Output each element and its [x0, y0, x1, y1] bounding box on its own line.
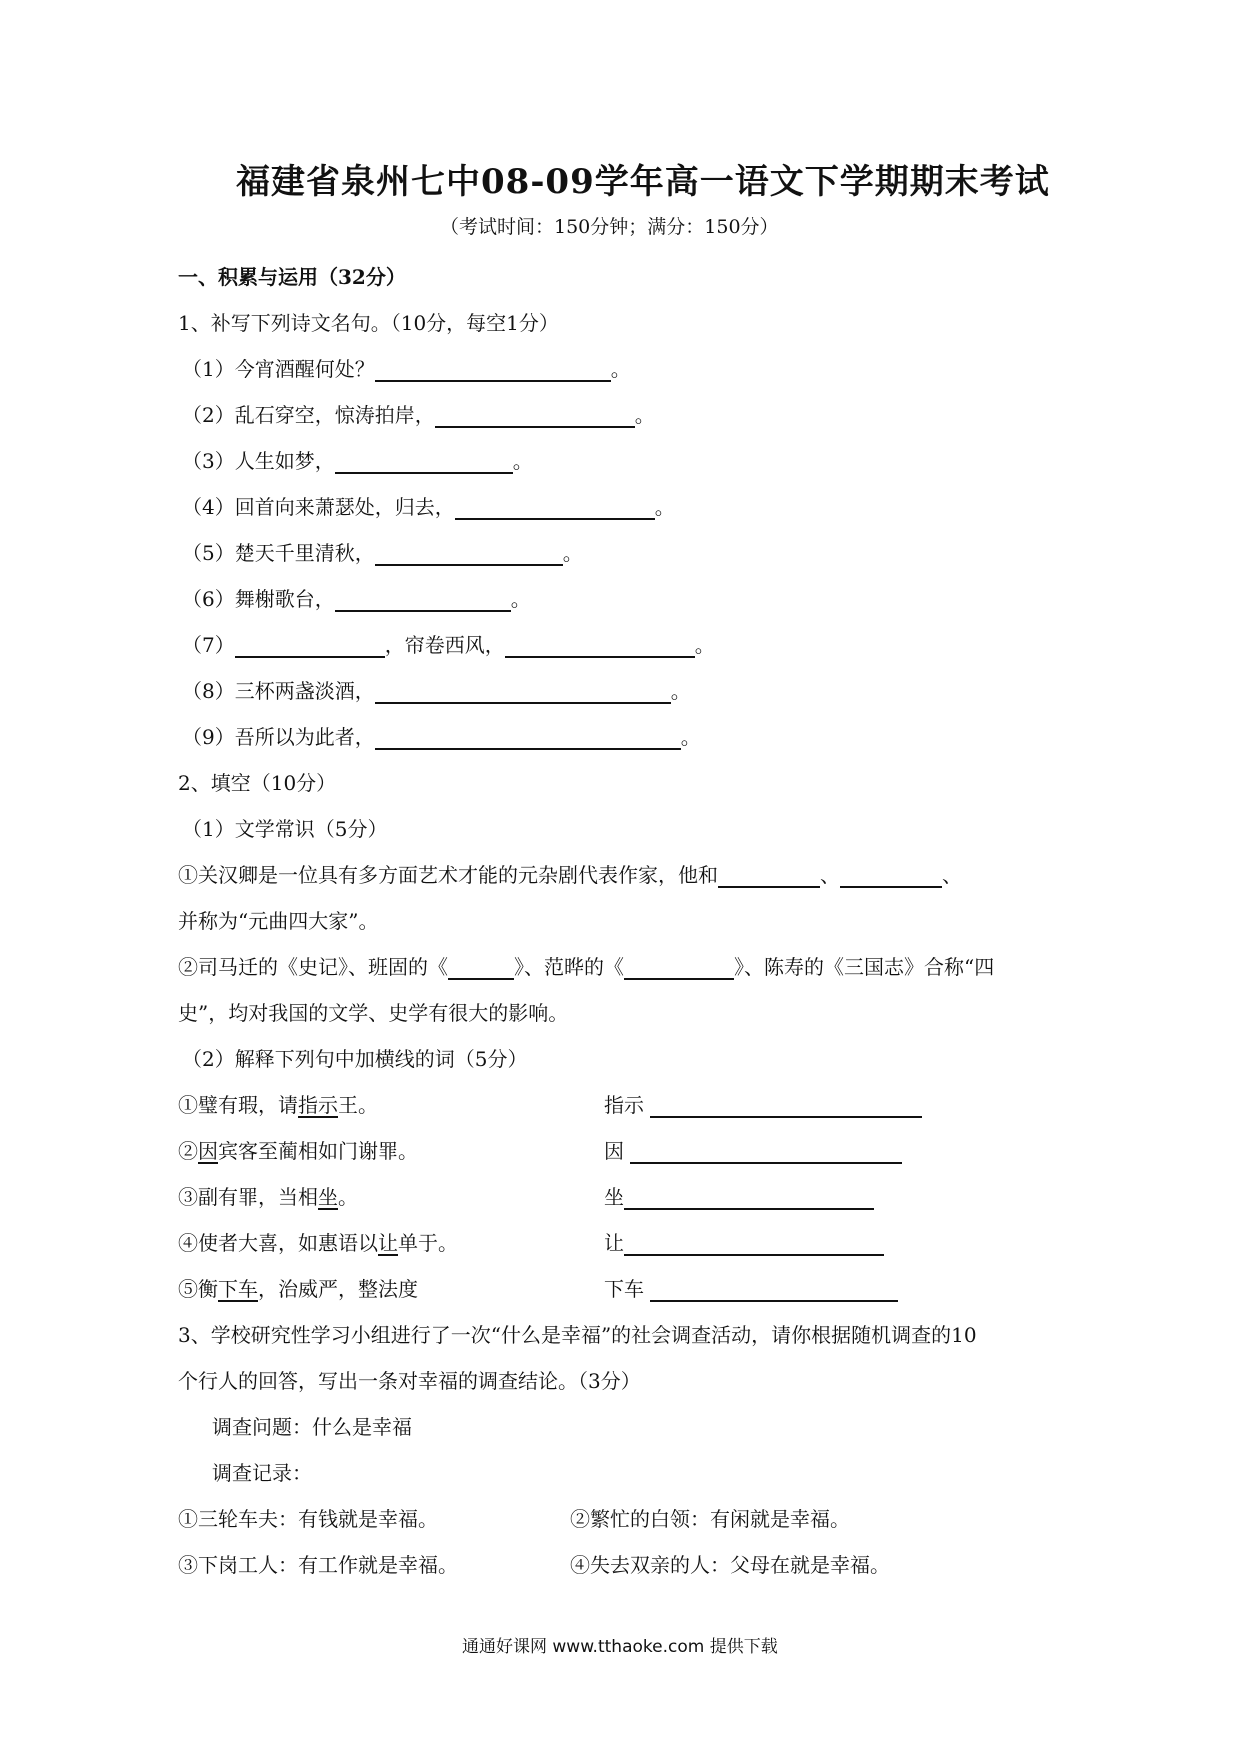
answer-blank[interactable] [435, 404, 635, 428]
survey-answer-3: ③下岗工人：有工作就是幸福。 [178, 1553, 458, 1577]
q1-item-5-end: 。 [562, 541, 583, 565]
word-sentence-1 [178, 1089, 378, 1118]
q1-item-1-text: （1）今宵酒醒何处？ [182, 357, 375, 381]
answer-blank[interactable] [624, 1186, 874, 1210]
q2-line2-text-b: 》、范晔的《 [514, 955, 624, 979]
q1-item-8 [182, 675, 691, 704]
q1-item-3 [182, 445, 533, 474]
q1-item-6-end: 。 [510, 587, 531, 611]
answer-blank[interactable] [375, 358, 611, 382]
sentence-text: ⑤衡 [178, 1277, 218, 1301]
q1-item-9-text: （9）吾所以为此者， [182, 725, 375, 749]
sentence-text: 。 [338, 1185, 358, 1209]
q1-item-7 [182, 629, 715, 658]
word-answer-2 [604, 1135, 902, 1164]
q1-item-5-text: （5）楚天千里清秋， [182, 541, 375, 565]
sentence-text: ③副有罪，当相 [178, 1185, 318, 1209]
sentence-text: ①璧有瑕，请 [178, 1093, 298, 1117]
question-3-prompt: 3、学校研究性学习小组进行了一次“什么是幸福”的社会调查活动，请你根据随机调查的10 [178, 1323, 977, 1347]
q1-item-1 [182, 353, 631, 382]
q1-item-2-end: 。 [634, 403, 655, 427]
underlined-word: 指示 [298, 1093, 338, 1117]
word-sentence-4 [178, 1227, 458, 1256]
q2-line1-cont: 并称为“元曲四大家”。 [178, 909, 379, 933]
q1-item-3-text: （3）人生如梦， [182, 449, 335, 473]
sentence-text: ，治威严，整法度 [258, 1277, 418, 1301]
q1-item-8-end: 。 [670, 679, 691, 703]
q2-line2 [178, 951, 994, 980]
q1-item-3-end: 。 [512, 449, 533, 473]
q1-item-9-end: 。 [680, 725, 701, 749]
answer-blank[interactable] [375, 726, 681, 750]
footer-text: 通通好课网 www.tthaoke.com 提供下载 [462, 1637, 778, 1657]
q2-line2-text-c: 》、陈寿的《三国志》合称“四 [734, 955, 995, 979]
underlined-word: 下车 [218, 1277, 258, 1301]
survey-answer-2: ②繁忙的白领：有闲就是幸福。 [570, 1507, 850, 1531]
q1-item-2-text: （2）乱石穿空，惊涛拍岸， [182, 403, 435, 427]
answer-blank[interactable] [335, 588, 511, 612]
q2-part2-title: （2）解释下列句中加横线的词（5分） [182, 1047, 528, 1071]
word-label: 让 [604, 1231, 624, 1255]
answer-blank[interactable] [624, 1232, 884, 1256]
sentence-text: 宾客至蔺相如门谢罪。 [218, 1139, 418, 1163]
sentence-text: ④使者大喜，如惠语以 [178, 1231, 378, 1255]
q1-item-9 [182, 721, 701, 750]
q1-item-1-end: 。 [610, 357, 631, 381]
survey-question: 调查问题：什么是幸福 [212, 1415, 412, 1439]
word-label: 因 [604, 1139, 631, 1163]
q1-item-8-text: （8）三杯两盏淡酒， [182, 679, 375, 703]
answer-blank[interactable] [718, 864, 820, 888]
exam-info: （考试时间：150分钟；满分：150分） [440, 216, 779, 238]
survey-record-label: 调查记录： [212, 1461, 312, 1485]
answer-blank[interactable] [650, 1278, 898, 1302]
answer-blank[interactable] [235, 634, 385, 658]
separator: 、 [942, 863, 962, 887]
underlined-word: 坐 [318, 1185, 338, 1209]
answer-blank[interactable] [624, 956, 734, 980]
separator: 、 [820, 863, 840, 887]
q1-item-7-text: （7） [182, 633, 235, 657]
q1-item-6-text: （6）舞榭歌台， [182, 587, 335, 611]
answer-blank[interactable] [840, 864, 942, 888]
answer-blank[interactable] [455, 496, 655, 520]
survey-answer-1: ①三轮车夫：有钱就是幸福。 [178, 1507, 438, 1531]
q1-item-6 [182, 583, 531, 612]
word-answer-3 [604, 1181, 874, 1210]
question-2-prompt: 2、填空（10分） [178, 771, 337, 795]
answer-blank[interactable] [505, 634, 695, 658]
word-sentence-5 [178, 1273, 418, 1302]
q2-part1-title: （1）文学常识（5分） [182, 817, 388, 841]
q1-item-5 [182, 537, 583, 566]
answer-blank[interactable] [650, 1094, 922, 1118]
sentence-text: ② [178, 1139, 198, 1163]
answer-blank[interactable] [375, 680, 671, 704]
word-answer-5 [604, 1273, 898, 1302]
q1-item-4-text: （4）回首向来萧瑟处，归去， [182, 495, 455, 519]
answer-blank[interactable] [375, 542, 563, 566]
q2-line1 [178, 859, 962, 888]
word-label: 指示 [604, 1093, 651, 1117]
q1-item-4-end: 。 [654, 495, 675, 519]
word-answer-4 [604, 1227, 884, 1256]
q2-line2-cont: 史”，均对我国的文学、史学有很大的影响。 [178, 1001, 569, 1025]
q2-line1-text: ①关汉卿是一位具有多方面艺术才能的元杂剧代表作家，他和 [178, 863, 718, 887]
q1-item-4 [182, 491, 675, 520]
sentence-text: 王。 [338, 1093, 378, 1117]
q1-item-2 [182, 399, 655, 428]
q1-item-7-end: 。 [694, 633, 715, 657]
q1-item-7-mid: ，帘卷西风， [384, 633, 505, 657]
answer-blank[interactable] [630, 1140, 902, 1164]
q2-line2-text-a: ②司马迁的《史记》、班固的《 [178, 955, 448, 979]
underlined-word: 因 [198, 1139, 218, 1163]
page-title: 福建省泉州七中08-09学年高一语文下学期期末考试 [236, 162, 1050, 202]
question-3-prompt-cont: 个行人的回答，写出一条对幸福的调查结论。（3分） [178, 1369, 641, 1393]
survey-answer-4: ④失去双亲的人：父母在就是幸福。 [570, 1553, 890, 1577]
question-1-prompt: 1、补写下列诗文名句。（10分，每空1分） [178, 311, 559, 335]
answer-blank[interactable] [335, 450, 513, 474]
word-sentence-3 [178, 1181, 358, 1210]
word-answer-1 [604, 1089, 922, 1118]
underlined-word: 让 [378, 1231, 398, 1255]
sentence-text: 单于。 [398, 1231, 458, 1255]
word-label: 下车 [604, 1277, 651, 1301]
answer-blank[interactable] [448, 956, 514, 980]
word-sentence-2 [178, 1135, 418, 1164]
word-label: 坐 [604, 1185, 624, 1209]
section-heading: 一、积累与运用（32分） [178, 265, 406, 289]
